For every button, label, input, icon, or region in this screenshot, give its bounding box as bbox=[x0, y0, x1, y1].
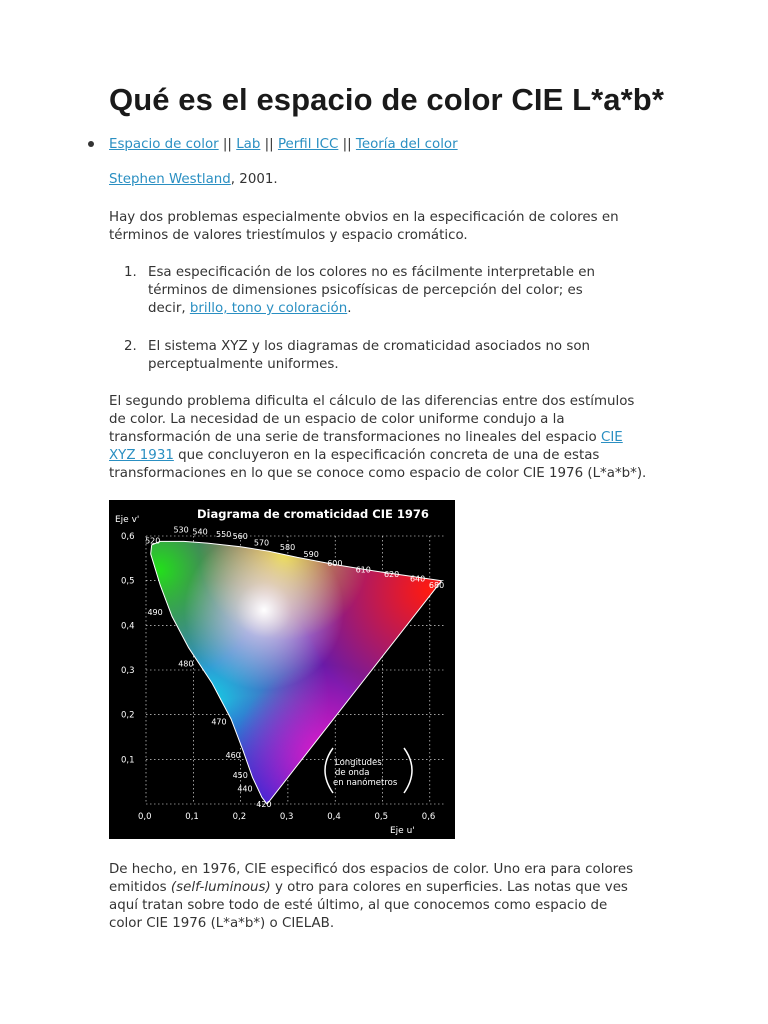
x-tick-label: 0,1 bbox=[185, 812, 199, 822]
list-item-text: . bbox=[347, 301, 352, 316]
link-espacio-de-color[interactable]: Espacio de color bbox=[109, 137, 219, 152]
list-item-line: perceptualmente uniformes. bbox=[148, 357, 339, 372]
list-number: 1. bbox=[124, 265, 137, 280]
wavelength-label: 470 bbox=[211, 717, 227, 727]
chart-title: Diagrama de cromaticidad CIE 1976 bbox=[197, 507, 429, 521]
x-axis-label: Eje u' bbox=[390, 826, 415, 836]
link-separator: || bbox=[264, 137, 274, 152]
y-tick-label: 0,1 bbox=[121, 755, 135, 766]
paragraph-line bbox=[109, 879, 639, 897]
y-tick-label: 0,2 bbox=[121, 710, 135, 721]
paragraph-line: color CIE 1976 (L*a*b*) o CIELAB. bbox=[109, 916, 335, 931]
list-item-line: términos de dimensiones psicofísicas de percepción del color; es bbox=[148, 283, 583, 298]
annotation-line: en nanómetros bbox=[333, 778, 398, 788]
intro-paragraph: Hay dos problemas especialmente obvios en la especificación de colores en términos de valores triestímulos y espacio cromático. bbox=[109, 210, 619, 243]
y-tick-label: 0,4 bbox=[121, 621, 135, 632]
wavelength-label: 530 bbox=[173, 525, 189, 535]
wavelength-label: 490 bbox=[147, 607, 163, 617]
paragraph-line: El segundo problema dificulta el cálculo de las diferencias entre dos estímulos bbox=[109, 394, 635, 409]
list-item bbox=[148, 338, 628, 374]
emphasis-text: (self-luminous) bbox=[170, 880, 271, 895]
link-separator: || bbox=[222, 137, 232, 152]
link-brillo-tono-coloracion[interactable]: brillo, tono y coloración bbox=[189, 301, 348, 316]
y-tick-label: 0,5 bbox=[121, 576, 135, 587]
author-line bbox=[109, 171, 278, 189]
y-axis-label: Eje v' bbox=[115, 515, 140, 525]
wavelength-label: 450 bbox=[232, 770, 248, 780]
wavelength-label: 480 bbox=[178, 659, 194, 669]
y-tick-label: 0,3 bbox=[121, 666, 135, 676]
annotation-line: de onda bbox=[335, 768, 370, 778]
link-cie-xyz-1931[interactable]: XYZ 1931 bbox=[109, 448, 174, 463]
paragraph-line: de color. La necesidad de un espacio de color uniforme condujo a la bbox=[109, 412, 565, 427]
paragraph-line: transformaciones en lo que se conoce como espacio de color CIE 1976 (L*a*b*). bbox=[109, 466, 647, 481]
body-paragraph bbox=[109, 393, 659, 483]
chromaticity-diagram bbox=[109, 500, 455, 839]
x-tick-label: 0,4 bbox=[327, 812, 341, 822]
list-item-line: Esa especificación de los colores no es fácilmente interpretable en bbox=[148, 265, 595, 280]
wavelength-label: 610 bbox=[355, 565, 371, 575]
author-link[interactable]: Stephen Westland bbox=[109, 172, 231, 187]
wavelength-label: 570 bbox=[253, 538, 270, 548]
x-tick-label: 0,6 bbox=[421, 812, 436, 822]
list-item-text: decir, bbox=[148, 301, 190, 316]
x-tick-label: 0,3 bbox=[279, 812, 294, 822]
wavelength-label: 590 bbox=[303, 549, 319, 559]
x-tick-label: 0,0 bbox=[138, 812, 152, 822]
paragraph-line bbox=[109, 447, 659, 465]
link-lab[interactable]: Lab bbox=[236, 137, 261, 152]
wavelength-label: 440 bbox=[237, 784, 253, 794]
wavelength-label: 420 bbox=[256, 800, 272, 809]
link-separator: || bbox=[342, 137, 352, 152]
annotation-line: Longitudes bbox=[335, 758, 382, 768]
annotation-bracket-right bbox=[404, 748, 412, 793]
link-teoria-del-color[interactable]: Teoría del color bbox=[355, 137, 458, 152]
category-links bbox=[109, 136, 458, 154]
x-tick-label: 0,5 bbox=[374, 812, 389, 822]
paragraph-text: que concluyeron en la especificación concreta de una de estas bbox=[173, 448, 600, 463]
wavelength-label: 580 bbox=[279, 543, 296, 553]
list-number: 2. bbox=[124, 339, 137, 354]
paragraph-line: De hecho, en 1976, CIE especificó dos espacios de color. Uno era para colores bbox=[109, 862, 634, 877]
list-item-line bbox=[148, 300, 628, 318]
annotation-bracket-left bbox=[325, 748, 333, 793]
wavelength-label: 460 bbox=[225, 750, 241, 760]
wavelength-label: 680 bbox=[428, 581, 445, 591]
link-perfil-icc[interactable]: Perfil ICC bbox=[277, 137, 339, 152]
wavelength-label: 620 bbox=[383, 569, 400, 579]
author-year: , 2001. bbox=[230, 172, 278, 187]
list-bullet bbox=[88, 141, 94, 147]
link-cie-xyz-1931[interactable]: CIE bbox=[600, 430, 623, 445]
wavelength-label: 520 bbox=[145, 536, 161, 546]
chromaticity-chart-svg bbox=[109, 500, 455, 839]
paragraph-text: transformación de una serie de transformaciones no lineales del espacio bbox=[109, 430, 601, 445]
y-tick-label: 0,6 bbox=[121, 532, 135, 542]
closing-paragraph bbox=[109, 861, 639, 933]
x-tick-label: 0,2 bbox=[232, 812, 247, 822]
wavelength-label: 600 bbox=[327, 558, 343, 568]
wavelength-label: 560 bbox=[232, 532, 248, 541]
wavelength-label: 550 bbox=[216, 529, 232, 539]
list-item bbox=[148, 264, 628, 318]
wavelength-label: 640 bbox=[409, 574, 426, 584]
wavelength-label: 540 bbox=[192, 527, 208, 537]
page-title: Qué es el espacio de color CIE L*a*b* bbox=[109, 82, 665, 117]
wavelength-annotation bbox=[325, 748, 412, 793]
paragraph-text: y otro para colores en superficies. Las notas que ves bbox=[270, 880, 628, 895]
paragraph-line bbox=[109, 429, 659, 447]
paragraph-text: emitidos bbox=[109, 880, 171, 895]
paragraph-line: aquí tratan sobre todo de esté último, al que conocemos como espacio de bbox=[109, 898, 608, 913]
list-item-line: El sistema XYZ y los diagramas de cromaticidad asociados no son bbox=[148, 339, 591, 354]
